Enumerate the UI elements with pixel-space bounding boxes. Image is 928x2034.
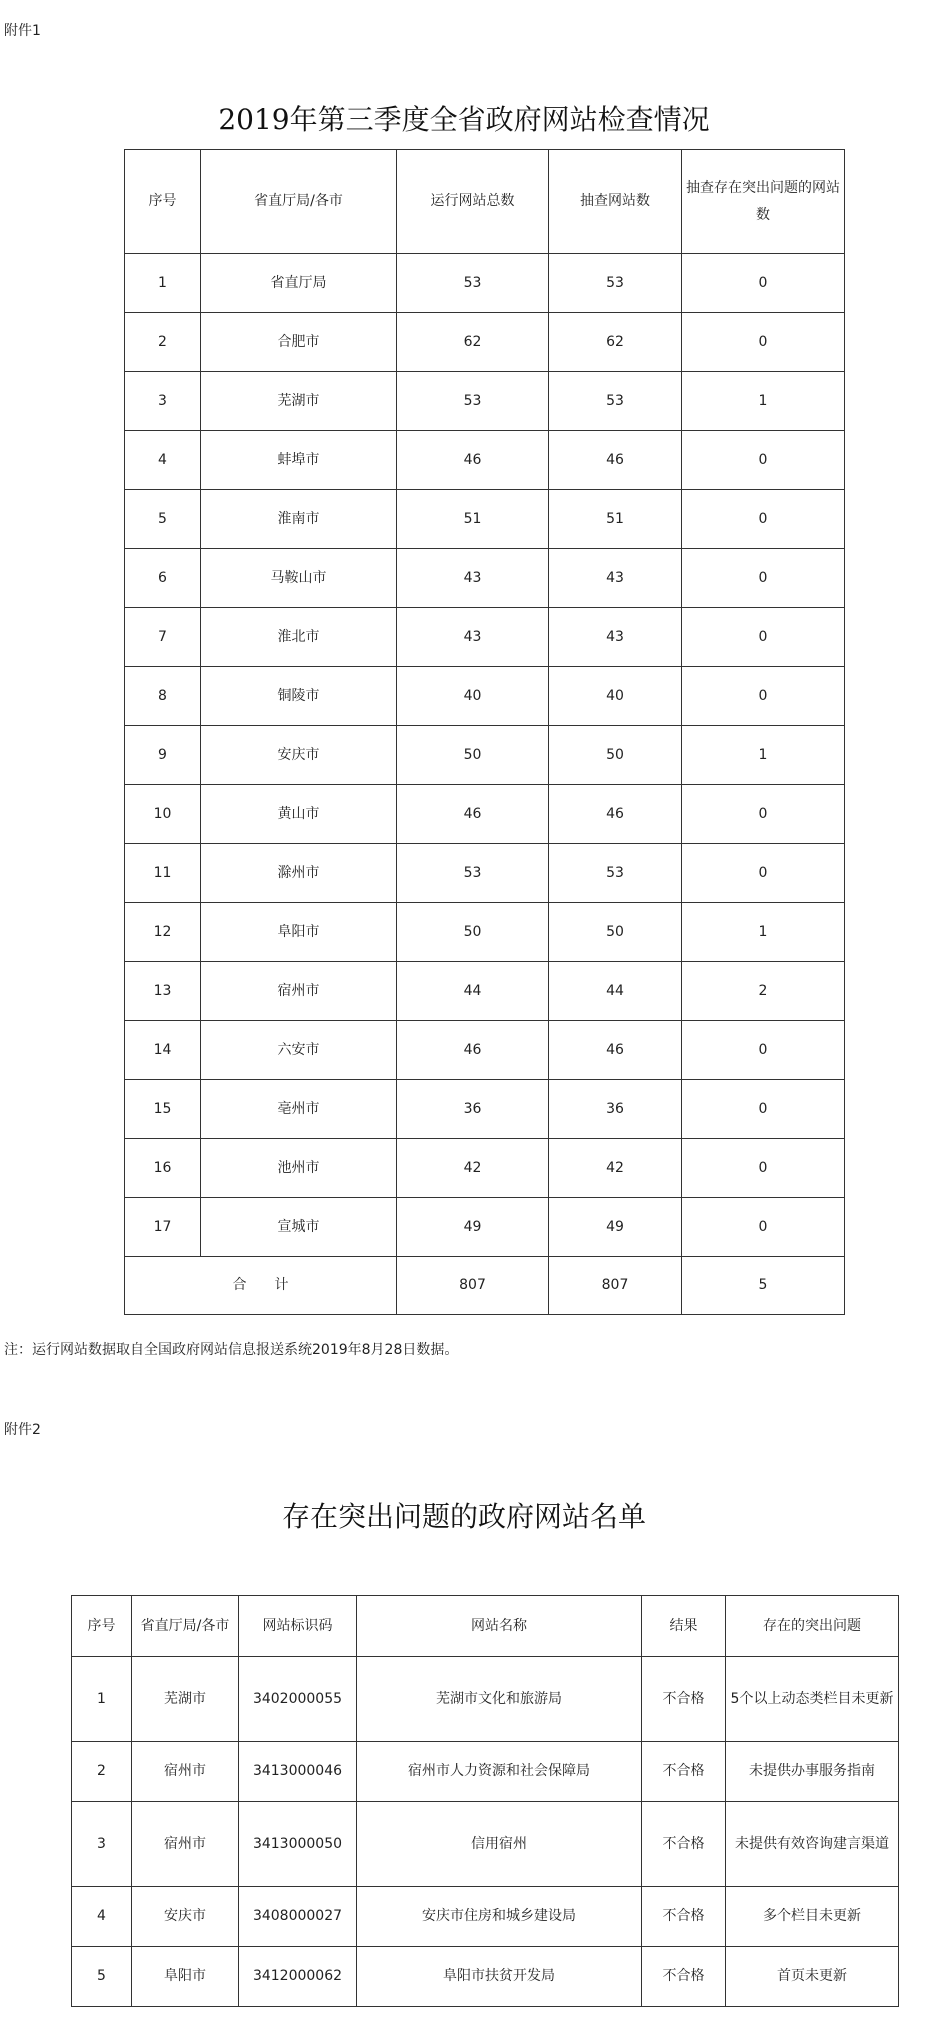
row-problem-sites: 1: [682, 372, 845, 431]
table-row: [125, 1198, 845, 1257]
row-problem-sites: 0: [682, 1139, 845, 1198]
row-result: 不合格: [642, 1657, 726, 1742]
row-unit: 宿州市: [132, 1802, 239, 1887]
row-unit: 亳州市: [201, 1080, 397, 1139]
row-site-code: 3413000046: [239, 1742, 357, 1802]
row-unit: 宿州市: [201, 962, 397, 1021]
header-site-name: 网站名称: [357, 1596, 642, 1657]
table-row: [125, 903, 845, 962]
row-unit: 安庆市: [201, 726, 397, 785]
row-result: 不合格: [642, 1742, 726, 1802]
row-site-name: 安庆市住房和城乡建设局: [357, 1887, 642, 1947]
row-total-sites: 50: [397, 903, 549, 962]
row-site-code: 3402000055: [239, 1657, 357, 1742]
row-unit: 滁州市: [201, 844, 397, 903]
row-no: 5: [125, 490, 201, 549]
row-problem-sites: 0: [682, 667, 845, 726]
row-checked-sites: 40: [549, 667, 682, 726]
attachment2-label: 附件2: [4, 1422, 41, 1438]
table-row: [125, 431, 845, 490]
row-total-sites: 44: [397, 962, 549, 1021]
row-unit: 马鞍山市: [201, 549, 397, 608]
row-checked-sites: 42: [549, 1139, 682, 1198]
table-row: [125, 372, 845, 431]
row-total-sites: 53: [397, 844, 549, 903]
table-row: [125, 490, 845, 549]
row-no: 8: [125, 667, 201, 726]
row-no: 15: [125, 1080, 201, 1139]
header-site-code: 网站标识码: [239, 1596, 357, 1657]
row-checked-sites: 50: [549, 726, 682, 785]
table-row: [125, 254, 845, 313]
table-row: [125, 1139, 845, 1198]
row-total-sites: 46: [397, 785, 549, 844]
row-no: 14: [125, 1021, 201, 1080]
row-unit: 淮北市: [201, 608, 397, 667]
table-row: [72, 1742, 899, 1802]
row-issue: 首页未更新: [726, 1947, 899, 2007]
row-unit: 合肥市: [201, 313, 397, 372]
row-checked-sites: 53: [549, 254, 682, 313]
row-problem-sites: 0: [682, 1198, 845, 1257]
row-no: 1: [125, 254, 201, 313]
row-problem-sites: 0: [682, 254, 845, 313]
table-row: [125, 962, 845, 1021]
row-no: 3: [72, 1802, 132, 1887]
table-row: [125, 608, 845, 667]
row-total-sites: 53: [397, 372, 549, 431]
table-row: [125, 1080, 845, 1139]
table-row: [125, 785, 845, 844]
attachment1-label: 附件1: [4, 23, 41, 39]
row-unit: 芜湖市: [132, 1657, 239, 1742]
row-problem-sites: 1: [682, 903, 845, 962]
row-total-sites: 62: [397, 313, 549, 372]
row-unit: 宣城市: [201, 1198, 397, 1257]
row-no: 6: [125, 549, 201, 608]
total-sites-sum: 807: [397, 1257, 549, 1315]
row-problem-sites: 0: [682, 431, 845, 490]
header-unit: 省直厅局/各市: [201, 150, 397, 254]
header-no: 序号: [72, 1596, 132, 1657]
row-unit: 芜湖市: [201, 372, 397, 431]
table-row: [125, 549, 845, 608]
row-problem-sites: 0: [682, 313, 845, 372]
row-no: 12: [125, 903, 201, 962]
row-no: 3: [125, 372, 201, 431]
table-row: [125, 313, 845, 372]
row-total-sites: 40: [397, 667, 549, 726]
attachment1-title: 2019年第三季度全省政府网站检查情况: [218, 103, 710, 136]
row-problem-sites: 2: [682, 962, 845, 1021]
row-checked-sites: 50: [549, 903, 682, 962]
row-total-sites: 36: [397, 1080, 549, 1139]
header-unit: 省直厅局/各市: [132, 1596, 239, 1657]
table-header-row: [125, 150, 845, 254]
row-no: 2: [125, 313, 201, 372]
row-total-sites: 43: [397, 608, 549, 667]
row-unit: 宿州市: [132, 1742, 239, 1802]
row-total-sites: 43: [397, 549, 549, 608]
problem-websites-table: [71, 1595, 899, 2007]
row-checked-sites: 44: [549, 962, 682, 1021]
row-problem-sites: 0: [682, 785, 845, 844]
row-checked-sites: 46: [549, 1021, 682, 1080]
row-checked-sites: 62: [549, 313, 682, 372]
row-problem-sites: 0: [682, 1021, 845, 1080]
row-unit: 安庆市: [132, 1887, 239, 1947]
table-row: [72, 1947, 899, 2007]
row-result: 不合格: [642, 1947, 726, 2007]
row-checked-sites: 46: [549, 785, 682, 844]
row-unit: 阜阳市: [201, 903, 397, 962]
row-site-code: 3408000027: [239, 1887, 357, 1947]
row-no: 5: [72, 1947, 132, 2007]
row-no: 17: [125, 1198, 201, 1257]
table-row: [125, 1021, 845, 1080]
header-result: 结果: [642, 1596, 726, 1657]
row-checked-sites: 51: [549, 490, 682, 549]
header-checked-sites: 抽查网站数: [549, 150, 682, 254]
row-total-sites: 46: [397, 431, 549, 490]
header-issue: 存在的突出问题: [726, 1596, 899, 1657]
header-problem-sites: 抽查存在突出问题的网站数: [682, 150, 845, 254]
row-checked-sites: 53: [549, 372, 682, 431]
table-row: [72, 1887, 899, 1947]
row-no: 1: [72, 1657, 132, 1742]
row-total-sites: 42: [397, 1139, 549, 1198]
row-unit: 阜阳市: [132, 1947, 239, 2007]
table-row: [125, 667, 845, 726]
row-problem-sites: 0: [682, 490, 845, 549]
total-row: [125, 1257, 845, 1315]
row-no: 9: [125, 726, 201, 785]
total-label: 合 计: [125, 1257, 397, 1315]
row-no: 4: [72, 1887, 132, 1947]
table-row: [72, 1802, 899, 1887]
row-site-name: 宿州市人力资源和社会保障局: [357, 1742, 642, 1802]
row-unit: 蚌埠市: [201, 431, 397, 490]
row-problem-sites: 0: [682, 549, 845, 608]
row-result: 不合格: [642, 1887, 726, 1947]
row-no: 10: [125, 785, 201, 844]
row-total-sites: 50: [397, 726, 549, 785]
row-site-name: 阜阳市扶贫开发局: [357, 1947, 642, 2007]
row-checked-sites: 36: [549, 1080, 682, 1139]
row-no: 16: [125, 1139, 201, 1198]
row-issue: 5个以上动态类栏目未更新: [726, 1657, 899, 1742]
table-row: [125, 844, 845, 903]
row-total-sites: 51: [397, 490, 549, 549]
table-row: [125, 726, 845, 785]
attachment2-title: 存在突出问题的政府网站名单: [281, 1500, 646, 1533]
row-checked-sites: 43: [549, 608, 682, 667]
row-no: 13: [125, 962, 201, 1021]
row-site-name: 信用宿州: [357, 1802, 642, 1887]
row-no: 7: [125, 608, 201, 667]
row-unit: 池州市: [201, 1139, 397, 1198]
data-source-note: 注：运行网站数据取自全国政府网站信息报送系统2019年8月28日数据。: [4, 1342, 459, 1358]
row-problem-sites: 0: [682, 844, 845, 903]
row-unit: 省直厅局: [201, 254, 397, 313]
row-unit: 黄山市: [201, 785, 397, 844]
row-checked-sites: 43: [549, 549, 682, 608]
row-checked-sites: 46: [549, 431, 682, 490]
row-unit: 六安市: [201, 1021, 397, 1080]
row-result: 不合格: [642, 1802, 726, 1887]
inspection-summary-table: [124, 149, 845, 1315]
header-total-sites: 运行网站总数: [397, 150, 549, 254]
table-row: [72, 1657, 899, 1742]
row-total-sites: 53: [397, 254, 549, 313]
row-no: 4: [125, 431, 201, 490]
row-issue: 未提供办事服务指南: [726, 1742, 899, 1802]
row-problem-sites: 0: [682, 1080, 845, 1139]
row-site-name: 芜湖市文化和旅游局: [357, 1657, 642, 1742]
problem-sites-sum: 5: [682, 1257, 845, 1315]
row-checked-sites: 53: [549, 844, 682, 903]
checked-sites-sum: 807: [549, 1257, 682, 1315]
row-site-code: 3412000062: [239, 1947, 357, 2007]
row-no: 2: [72, 1742, 132, 1802]
row-checked-sites: 49: [549, 1198, 682, 1257]
row-issue: 多个栏目未更新: [726, 1887, 899, 1947]
row-unit: 铜陵市: [201, 667, 397, 726]
row-site-code: 3413000050: [239, 1802, 357, 1887]
row-no: 11: [125, 844, 201, 903]
row-problem-sites: 0: [682, 608, 845, 667]
header-no: 序号: [125, 150, 201, 254]
row-issue: 未提供有效咨询建言渠道: [726, 1802, 899, 1887]
row-problem-sites: 1: [682, 726, 845, 785]
row-total-sites: 46: [397, 1021, 549, 1080]
row-unit: 淮南市: [201, 490, 397, 549]
row-total-sites: 49: [397, 1198, 549, 1257]
table-header-row: [72, 1596, 899, 1657]
